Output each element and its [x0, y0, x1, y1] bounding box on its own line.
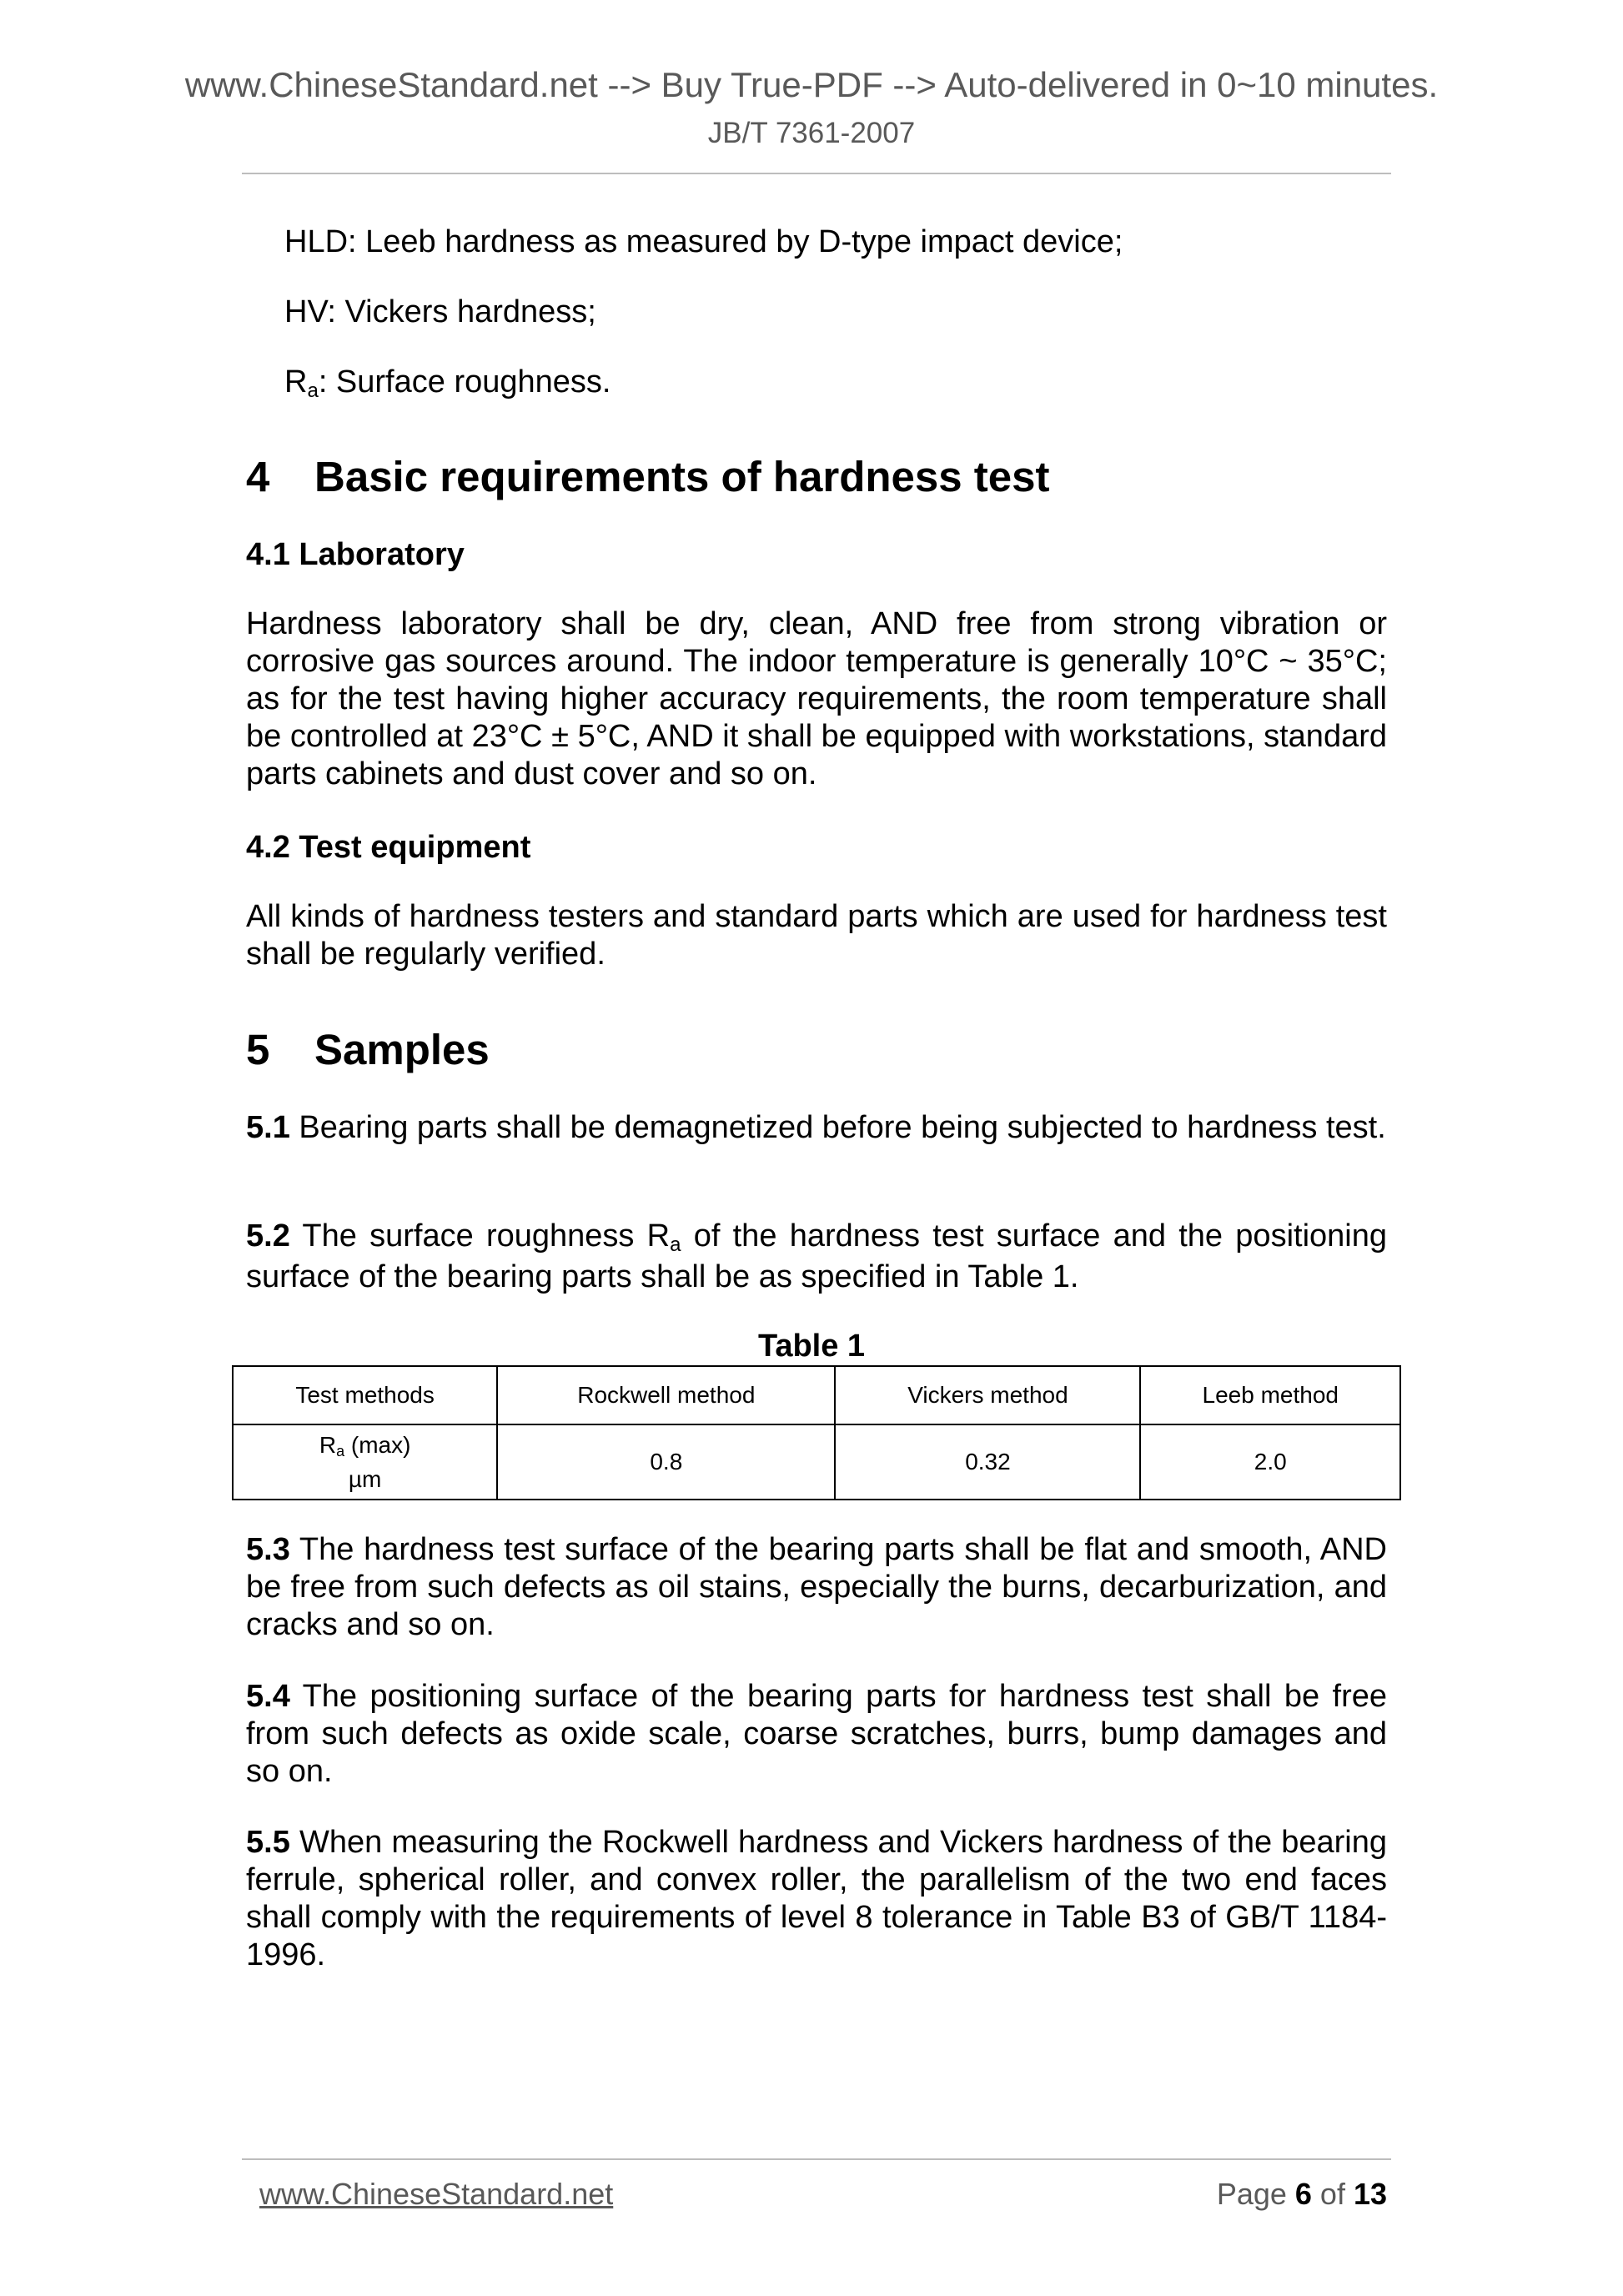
- section-4-1-heading: 4.1 Laboratory: [246, 537, 465, 572]
- row-label-rest: (max): [344, 1431, 411, 1458]
- table-row: [233, 1424, 1400, 1500]
- table-cell: 0.32: [835, 1424, 1140, 1500]
- clause-5-3-number: 5.3: [246, 1532, 290, 1567]
- standard-code: JB/T 7361-2007: [707, 117, 916, 149]
- clause-5-1-number: 5.1: [246, 1110, 290, 1145]
- section-4-1-body: Hardness laboratory shall be dry, clean, AND free from strong vibration or corrosive gas sources around. The indoor temperature is generally 10°C ~ 35°C; as for the test having higher accuracy requirements, the room temperature shall be controlled at 23°C ± 5°C, AND it shall be equipped with workstations, standard parts cabinets and dust cover and so on.: [246, 606, 1387, 791]
- row-label-unit: µm: [348, 1465, 382, 1492]
- footer-divider: [242, 2158, 1391, 2160]
- section-5-heading: [246, 1025, 490, 1074]
- clause-5-4-number: 5.4: [246, 1679, 290, 1714]
- table-header-cell: Test methods: [233, 1366, 497, 1424]
- table-header-cell: Vickers method: [835, 1366, 1140, 1424]
- table-header-cell: Rockwell method: [497, 1366, 835, 1424]
- ra-text: : Surface roughness.: [318, 364, 611, 399]
- table-cell: 0.8: [497, 1424, 835, 1500]
- clause-5-3-text: The hardness test surface of the bearing parts shall be flat and smooth, AND be free from such defects as oil stains, especially the burns, decarburization, and cracks and so on.: [246, 1532, 1387, 1642]
- ra-symbol: R: [284, 364, 308, 399]
- page-prefix: Page: [1216, 2177, 1295, 2211]
- section-4-title: Basic requirements of hardness test: [314, 453, 1050, 500]
- clause-5-5-text: When measuring the Rockwell hardness and Vickers hardness of the bearing ferrule, spherical roller, and convex roller, the parallelism of the two end faces shall comply with the requirements of level 8 tolerance in Table B3 of GB/T 1184-1996.: [246, 1825, 1387, 1972]
- definition-ra: [284, 364, 1387, 404]
- clause-5-4: [246, 1678, 1387, 1791]
- clause-5-2-subscript: a: [670, 1233, 681, 1256]
- clause-5-1-text: Bearing parts shall be demagnetized before being subjected to hardness test.: [289, 1110, 1386, 1145]
- clause-5-5-number: 5.5: [246, 1825, 290, 1860]
- page-current: 6: [1294, 2177, 1312, 2211]
- page-indicator: [1217, 2177, 1387, 2212]
- page-total: 13: [1353, 2177, 1387, 2211]
- ra-subscript: a: [307, 379, 319, 402]
- clause-5-2-text-b: of the hardness test surface and the positioning surface of the bearing parts shall be as specified in Table 1.: [246, 1218, 1387, 1294]
- footer-site-link[interactable]: www.ChineseStandard.net: [259, 2177, 614, 2211]
- section-4-2-body: All kinds of hardness testers and standard parts which are used for hardness test shall be regularly verified.: [246, 899, 1387, 972]
- section-5-number: 5: [246, 1026, 270, 1073]
- section-5-title: Samples: [314, 1026, 490, 1073]
- table-header-cell: Leeb method: [1140, 1366, 1400, 1424]
- definition-hv: HV: Vickers hardness;: [284, 294, 596, 329]
- definition-hld: HLD: Leeb hardness as measured by D-type impact device;: [284, 224, 1123, 259]
- table-cell: 2.0: [1140, 1424, 1400, 1500]
- clause-5-2: [246, 1218, 1387, 1296]
- clause-5-2-number: 5.2: [246, 1218, 290, 1254]
- table-row-label: [233, 1424, 497, 1500]
- section-4-2-heading: 4.2 Test equipment: [246, 830, 531, 865]
- clause-5-1: [246, 1109, 1387, 1147]
- clause-5-2-text-a: The surface roughness R: [289, 1218, 671, 1254]
- clause-5-4-text: The positioning surface of the bearing parts for hardness test shall be free from such defects as oxide scale, coarse scratches, burrs, bump damages and so on.: [246, 1679, 1387, 1789]
- header-divider: [242, 173, 1391, 174]
- page-of: of: [1311, 2177, 1354, 2211]
- table-header-row: [233, 1366, 1400, 1424]
- row-label-subscript: a: [336, 1442, 345, 1459]
- clause-5-5: [246, 1824, 1387, 1974]
- section-4-heading: [246, 452, 1049, 501]
- header-banner: www.ChineseStandard.net --> Buy True-PDF --> Auto-delivered in 0~10 minutes.: [184, 65, 1439, 104]
- section-4-number: 4: [246, 453, 270, 500]
- row-label-symbol: R: [319, 1431, 337, 1458]
- table-1-caption: Table 1: [757, 1329, 866, 1364]
- clause-5-3: [246, 1531, 1387, 1644]
- table-1: [232, 1365, 1401, 1500]
